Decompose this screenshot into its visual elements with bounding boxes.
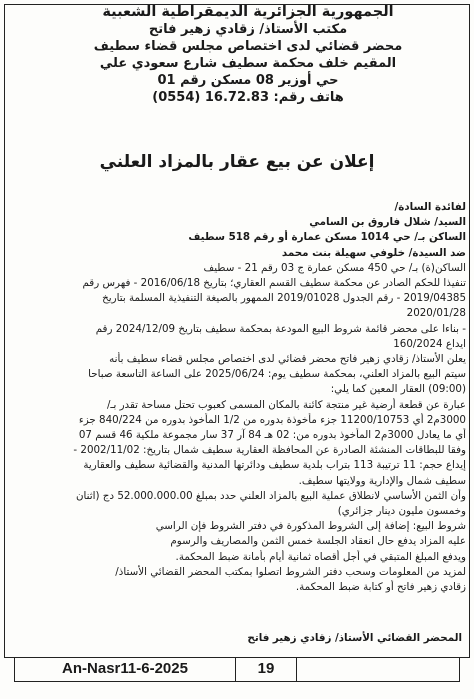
body-line: شروط البيع: إضافة إلى الشروط المذكورة في دفتر الشروط فإن الراسي: [155, 520, 466, 533]
body-line: - بناءا على محضر قائمة شروط البيع المودعة بمحكمة سطيف بتاريخ 2024/12/09 رقم: [95, 322, 466, 335]
body-line: السيد/ شلال فاروق بن السامي: [309, 216, 466, 229]
body-line: عبارة عن قطعة أرضية غير منتجة كائنة بالمكان المسمى كعبوب تحتل مساحة تقدر بـ/: [106, 398, 466, 411]
header-district: حي أوزير 08 مسكن رقم 01: [157, 73, 339, 88]
bailiff-signature: المحضر القضائي الأستاذ/ زقادي زهير فاتح: [247, 632, 462, 644]
header-address: المقيم خلف محكمة سطيف شارع سعودي علي: [99, 56, 397, 71]
body-line: عليه المزاد يدفع حال انعقاد الجلسة خمس الثمن والمصاريف والرسوم: [170, 535, 466, 548]
header-phone: هاتف رقم: 16.72.83 (0554): [152, 90, 344, 105]
body-line: الساكن(ة) بـ/ حي 450 مسكن عمارة ج 03 رقم 21 - سطيف: [203, 261, 466, 274]
header-jurisdiction: محضر قضائي لدى اختصاص مجلس قضاء سطيف: [93, 39, 403, 54]
page-number: 19: [236, 658, 297, 681]
body-line: وخمسون مليون دينار جزائري): [337, 505, 466, 518]
notice-body: [10, 200, 466, 595]
body-line: يعلن الأستاذ/ زقادي زهير فاتح محضر قضائي لدى اختصاص مجلس قضاء سطيف بأنه: [109, 353, 466, 366]
body-line: الساكن بـ/ حي 1014 مسكن عمارة أو رقم 518 سطيف: [188, 231, 466, 244]
body-line: زقادي زهير فاتح أو كتابة ضبط المحكمة.: [295, 581, 466, 594]
body-line: سطيف شمال والإدارية وولايتها سطيف.: [298, 474, 466, 487]
newspaper-source: An-Nasr11-6-2025: [15, 658, 236, 681]
body-line: أي ما يعادل 3000م2 المأخوذ بدوره من: 02 هـ 84 آر 37 سار مجموعة ملكية 46 قسم 07: [78, 429, 466, 442]
body-line: تنفيذا للحكم الصادر عن محكمة سطيف القسم العقاري؛ بتاريخ 2016/06/18 - فهرس رقم: [82, 277, 466, 290]
page-footer: [14, 658, 460, 682]
body-line: إيداع حجم: 11 ترتيبة 113 بتراب بلدية سطيف ودائرتها المدنية والقضائية سطيف والعقارية: [83, 459, 466, 472]
header-republic: الجمهورية الجزائرية الديمقراطية الشعبية: [102, 4, 394, 20]
notice-header: [30, 4, 466, 106]
body-line: 2019/04385 - رقم الجدول 2019/01028 الممهور بالصيغة التنفيذية المسلمة بتاريخ: [102, 292, 466, 305]
body-line: 2020/01/28: [406, 307, 466, 320]
body-line: 3000م2 أي 11200/10753 جزء مأخوذة بدوره من 1/2 المأخوذ بدوره من 840/224 جزء: [78, 413, 466, 426]
body-line: سيتم البيع بالمزاد العلني، بمحكمة سطيف يوم: 2025/06/24 على الساعة التاسعة صباحا: [88, 368, 466, 381]
header-office: مكتب الأستاذ/ زقادي زهير فاتح: [148, 22, 348, 37]
notice-title: إعلان عن بيع عقار بالمزاد العلني: [99, 152, 375, 172]
body-line: لفائدة السادة/: [394, 201, 466, 213]
body-line: ويدفع المبلغ المتبقي في أجل أقصاه ثمانية أيام بأمانة ضبط المحكمة.: [175, 550, 466, 563]
body-line: (09:00) العقار المعين كما يلي:: [330, 383, 466, 396]
body-line: وفقا للبطاقات المنشئة الصادرة عن المحافظة العقارية سطيف شمال بتاريخ: 2002/11/02 -: [73, 444, 466, 457]
body-line: لمزيد من المعلومات وسحب دفتر الشروط اتصلوا بمكتب المحضر القضائي الأستاذ/: [115, 565, 466, 578]
body-line: ضد السيدة/ خلوفي سهيلة بنت محمد: [281, 246, 466, 259]
body-line: وأن الثمن الأساسي لانطلاق عملية البيع بالمزاد العلني حدد بمبلغ 52.000.000.00 دج (اثنان: [75, 489, 466, 502]
body-line: ايداع 160/2024: [393, 337, 466, 350]
